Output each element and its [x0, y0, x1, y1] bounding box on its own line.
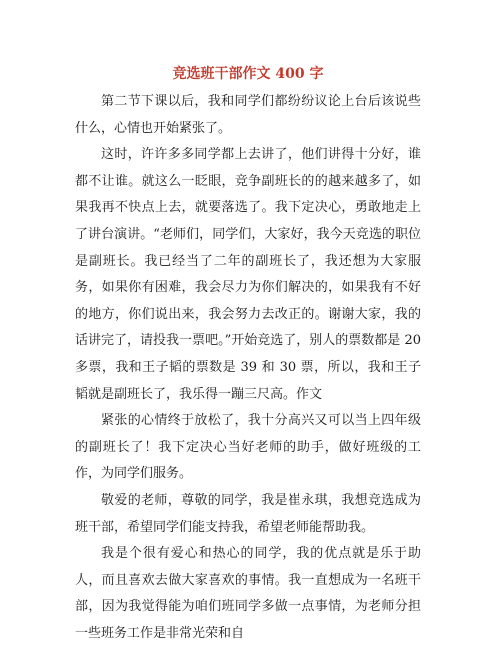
document-title: 竞选班干部作文 400 字 [172, 66, 324, 82]
paragraph: 这时，许许多多同学都上去讲了，他们讲得十分好，谁都不让谁。就这么一眨眼，竞争副班长的的越来越多了，如果我再不快点上去，就要落选了。我下定决心，勇敢地走上了讲台演讲。“老师们，同学们，大家好，我今天竞选的职位是副班长。我已经当了二年的副班长了，我还想为大家服务，如果你有困难，我会尽力为你们解决的，如果我有不好的地方，你们说出来，我会努力去改正的。谢谢大家，我的话讲完了，请投我一票吧。”开始竞选了，别人的票数都是 20 多票，我和王子韬的票数是 39 和 30 票，所以，我和王子韬就是副班长了，我乐得一蹦三尺高。作文 [75, 147, 421, 402]
paragraph: 敬爱的老师，尊敬的同学，我是崔永琪，我想竞选成为班干部，希望同学们能支持我，希望老师能帮助我。 [75, 492, 421, 535]
document-body [75, 89, 421, 647]
paragraph: 紧张的心情终于放松了，我十分高兴又可以当上四年级的副班长了！我下定决心当好老师的助手，做好班级的工作，为同学们服务。 [75, 413, 421, 482]
paragraph: 我是个很有爱心和热心的同学，我的优点就是乐于助人，而且喜欢去做大家喜欢的事情。我一直想成为一名班干部，因为我觉得能为咱们班同学多做一点事情，为老师分担一些班务工作是非常光荣和自 [75, 546, 421, 641]
paragraph: 第二节下课以后，我和同学们都纷纷议论上台后该说些什么，心情也开始紧张了。 [75, 94, 421, 136]
